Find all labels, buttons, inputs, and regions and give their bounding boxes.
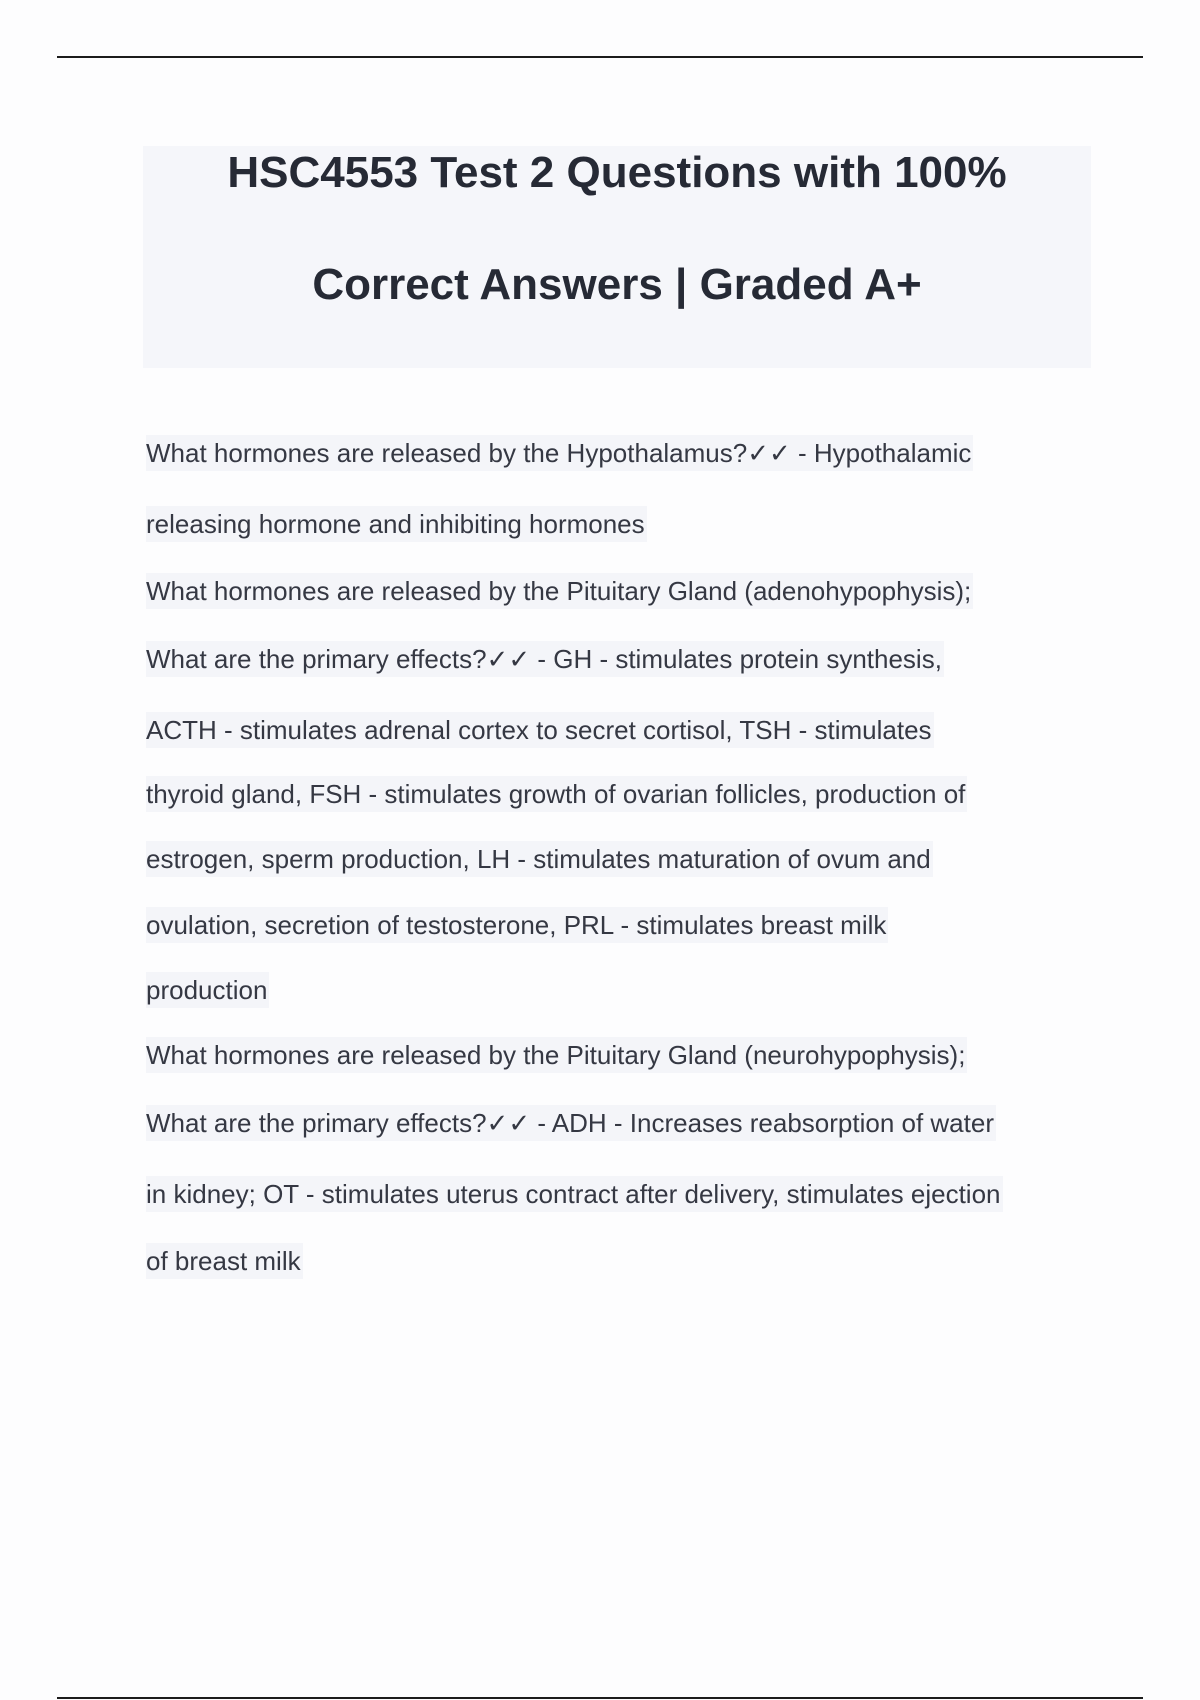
body-line: ACTH - stimulates adrenal cortex to secret cortisol, TSH - stimulates xyxy=(146,712,934,748)
body-line: in kidney; OT - stimulates uterus contract after delivery, stimulates ejection xyxy=(146,1176,1003,1212)
body-line: thyroid gland, FSH - stimulates growth of ovarian follicles, production of xyxy=(146,776,967,812)
body-line: What hormones are released by the Pituitary Gland (neurohypophysis); xyxy=(146,1037,967,1073)
top-rule xyxy=(57,56,1143,58)
body-line: What hormones are released by the Pituitary Gland (adenohypophysis); xyxy=(146,573,973,609)
body-line: What are the primary effects?✓✓ - GH - stimulates protein synthesis, xyxy=(146,641,944,677)
body-line: estrogen, sperm production, LH - stimulates maturation of ovum and xyxy=(146,841,933,877)
body-line: What are the primary effects?✓✓ - ADH - Increases reabsorption of water xyxy=(146,1105,996,1141)
body-line: production xyxy=(146,972,269,1008)
page-title-line-2: Correct Answers | Graded A+ xyxy=(312,260,922,309)
body-line: of breast milk xyxy=(146,1243,303,1279)
page-title-line-1: HSC4553 Test 2 Questions with 100% xyxy=(227,148,1007,197)
body-line: ovulation, secretion of testosterone, PRL - stimulates breast milk xyxy=(146,907,888,943)
body-line: releasing hormone and inhibiting hormones xyxy=(146,506,647,542)
body-line: What hormones are released by the Hypothalamus?✓✓ - Hypothalamic xyxy=(146,435,973,471)
bottom-rule xyxy=(57,1697,1143,1699)
